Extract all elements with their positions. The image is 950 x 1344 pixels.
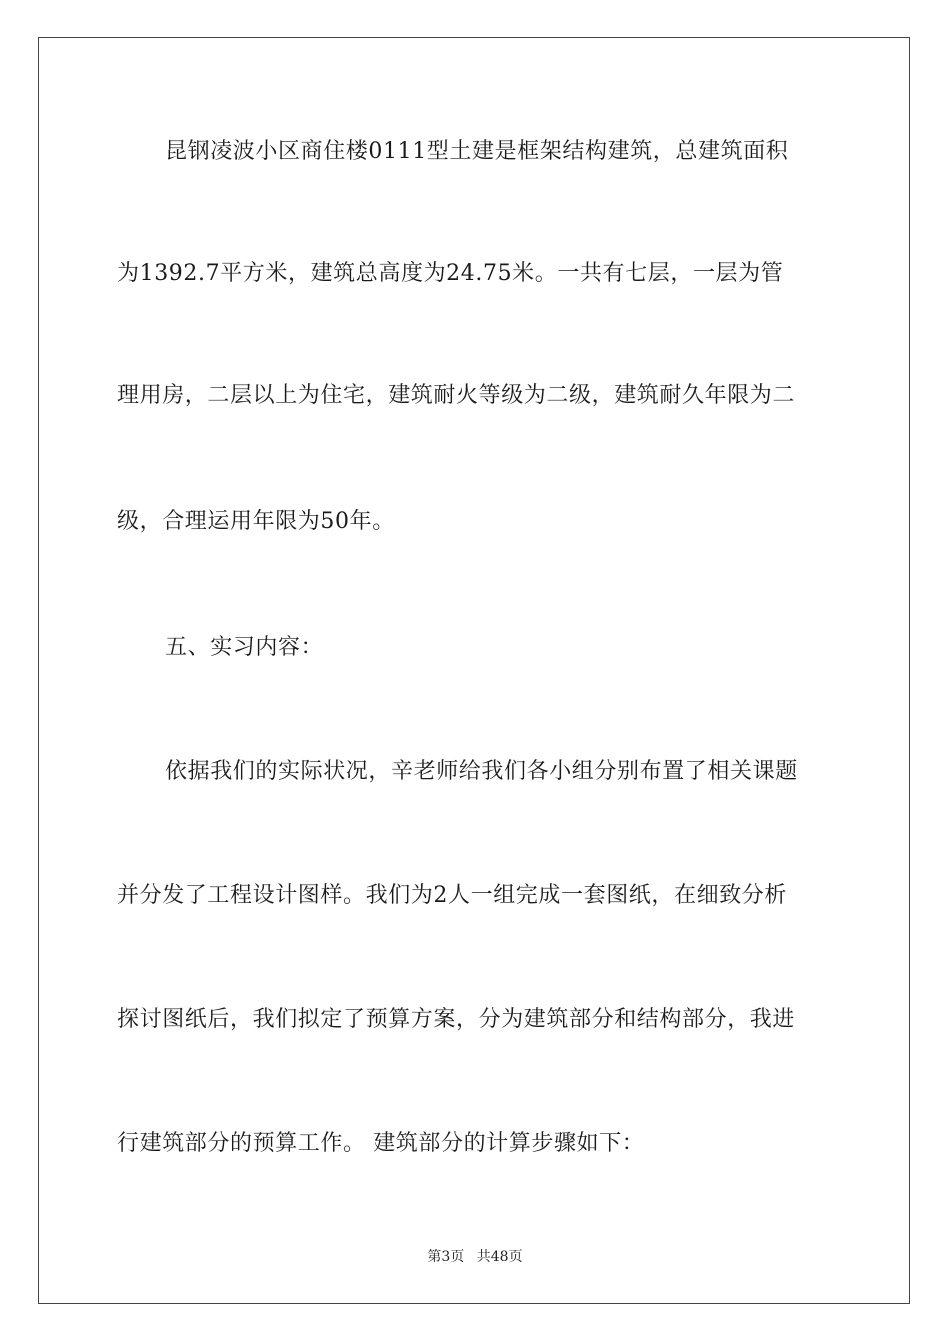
paragraph-2-line-4: 行建筑部分的预算工作。 建筑部分的计算步骤如下： bbox=[117, 1131, 645, 1156]
section-heading: 五、实习内容： bbox=[165, 635, 324, 660]
page-footer bbox=[0, 1247, 950, 1267]
paragraph-2-line-1: 依据我们的实际状况，辛老师给我们各小组分别布置了相关课题 bbox=[165, 759, 798, 784]
paragraph-1-line-3: 理用房，二层以上为住宅，建筑耐火等级为二级，建筑耐久年限为二 bbox=[117, 383, 796, 408]
page-number: 第3页 bbox=[427, 1249, 465, 1265]
paragraph-1-line-4: 级，合理运用年限为50年。 bbox=[117, 509, 395, 534]
page-border bbox=[38, 37, 910, 1304]
paragraph-1-line-1: 昆钢凌波小区商住楼0111型土建是框架结构建筑，总建筑面积 bbox=[165, 139, 789, 164]
page-total: 共48页 bbox=[476, 1249, 523, 1265]
paragraph-1-line-2: 为1392.7平方米，建筑总高度为24.75米。一共有七层，一层为管 bbox=[117, 261, 784, 286]
paragraph-2-line-2: 并分发了工程设计图样。我们为2人一组完成一套图纸，在细致分析 bbox=[117, 883, 787, 908]
paragraph-2-line-3: 探讨图纸后，我们拟定了预算方案，分为建筑部分和结构部分，我进 bbox=[117, 1007, 796, 1032]
